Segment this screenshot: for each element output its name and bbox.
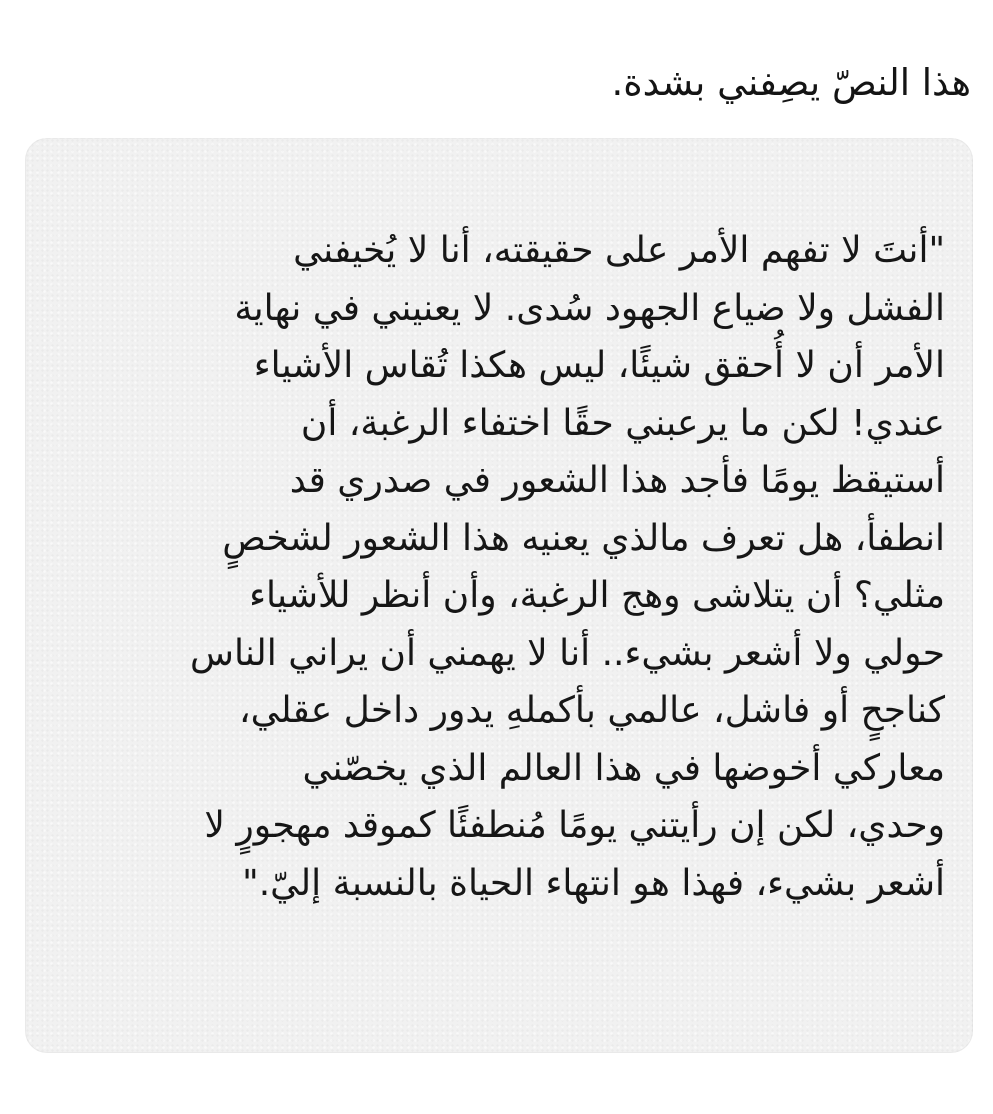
quote-line: أستيقظ يومًا فأجد هذا الشعور في صدري قد: [289, 460, 945, 501]
quote-line: عندي! لكن ما يرعبني حقًا اختفاء الرغبة، أن: [300, 402, 945, 444]
quote-line: الفشل ولا ضياع الجهود سُدى. لا يعنيني في نهاية: [234, 287, 945, 329]
quote-line: وحدي، لكن إن رأيتني يومًا مُنطفئًا كموقد مهجورٍ لا: [204, 805, 945, 846]
quote-line: "أنتَ لا تفهم الأمر على حقيقته، أنا لا يُخيفني: [293, 230, 945, 271]
quote-line: حولي ولا أشعر بشيء.. أنا لا يهمني أن يراني الناس: [190, 632, 945, 674]
quote-line: كناجحٍ أو فاشل، عالمي بأكملهِ يدور داخل عقلي،: [238, 690, 945, 731]
quote-card: [25, 138, 973, 1053]
quote-line: انطفأ، هل تعرف مالذي يعنيه هذا الشعور لشخصٍ: [222, 517, 945, 559]
quote-line: أشعر بشيء، فهذا هو انتهاء الحياة بالنسبة إليّ.": [242, 862, 945, 904]
quote-text: [53, 222, 945, 912]
page-heading: هذا النصّ يصِفني بشدة.: [611, 61, 971, 104]
quote-line: مثلي؟ أن يتلاشى وهج الرغبة، وأن أنظر للأشياء: [249, 575, 945, 616]
quote-line: الأمر أن لا أُحقق شيئًا، ليس هكذا تُقاس الأشياء: [253, 345, 945, 386]
quote-line: معاركي أخوضها في هذا العالم الذي يخصّني: [302, 747, 945, 789]
